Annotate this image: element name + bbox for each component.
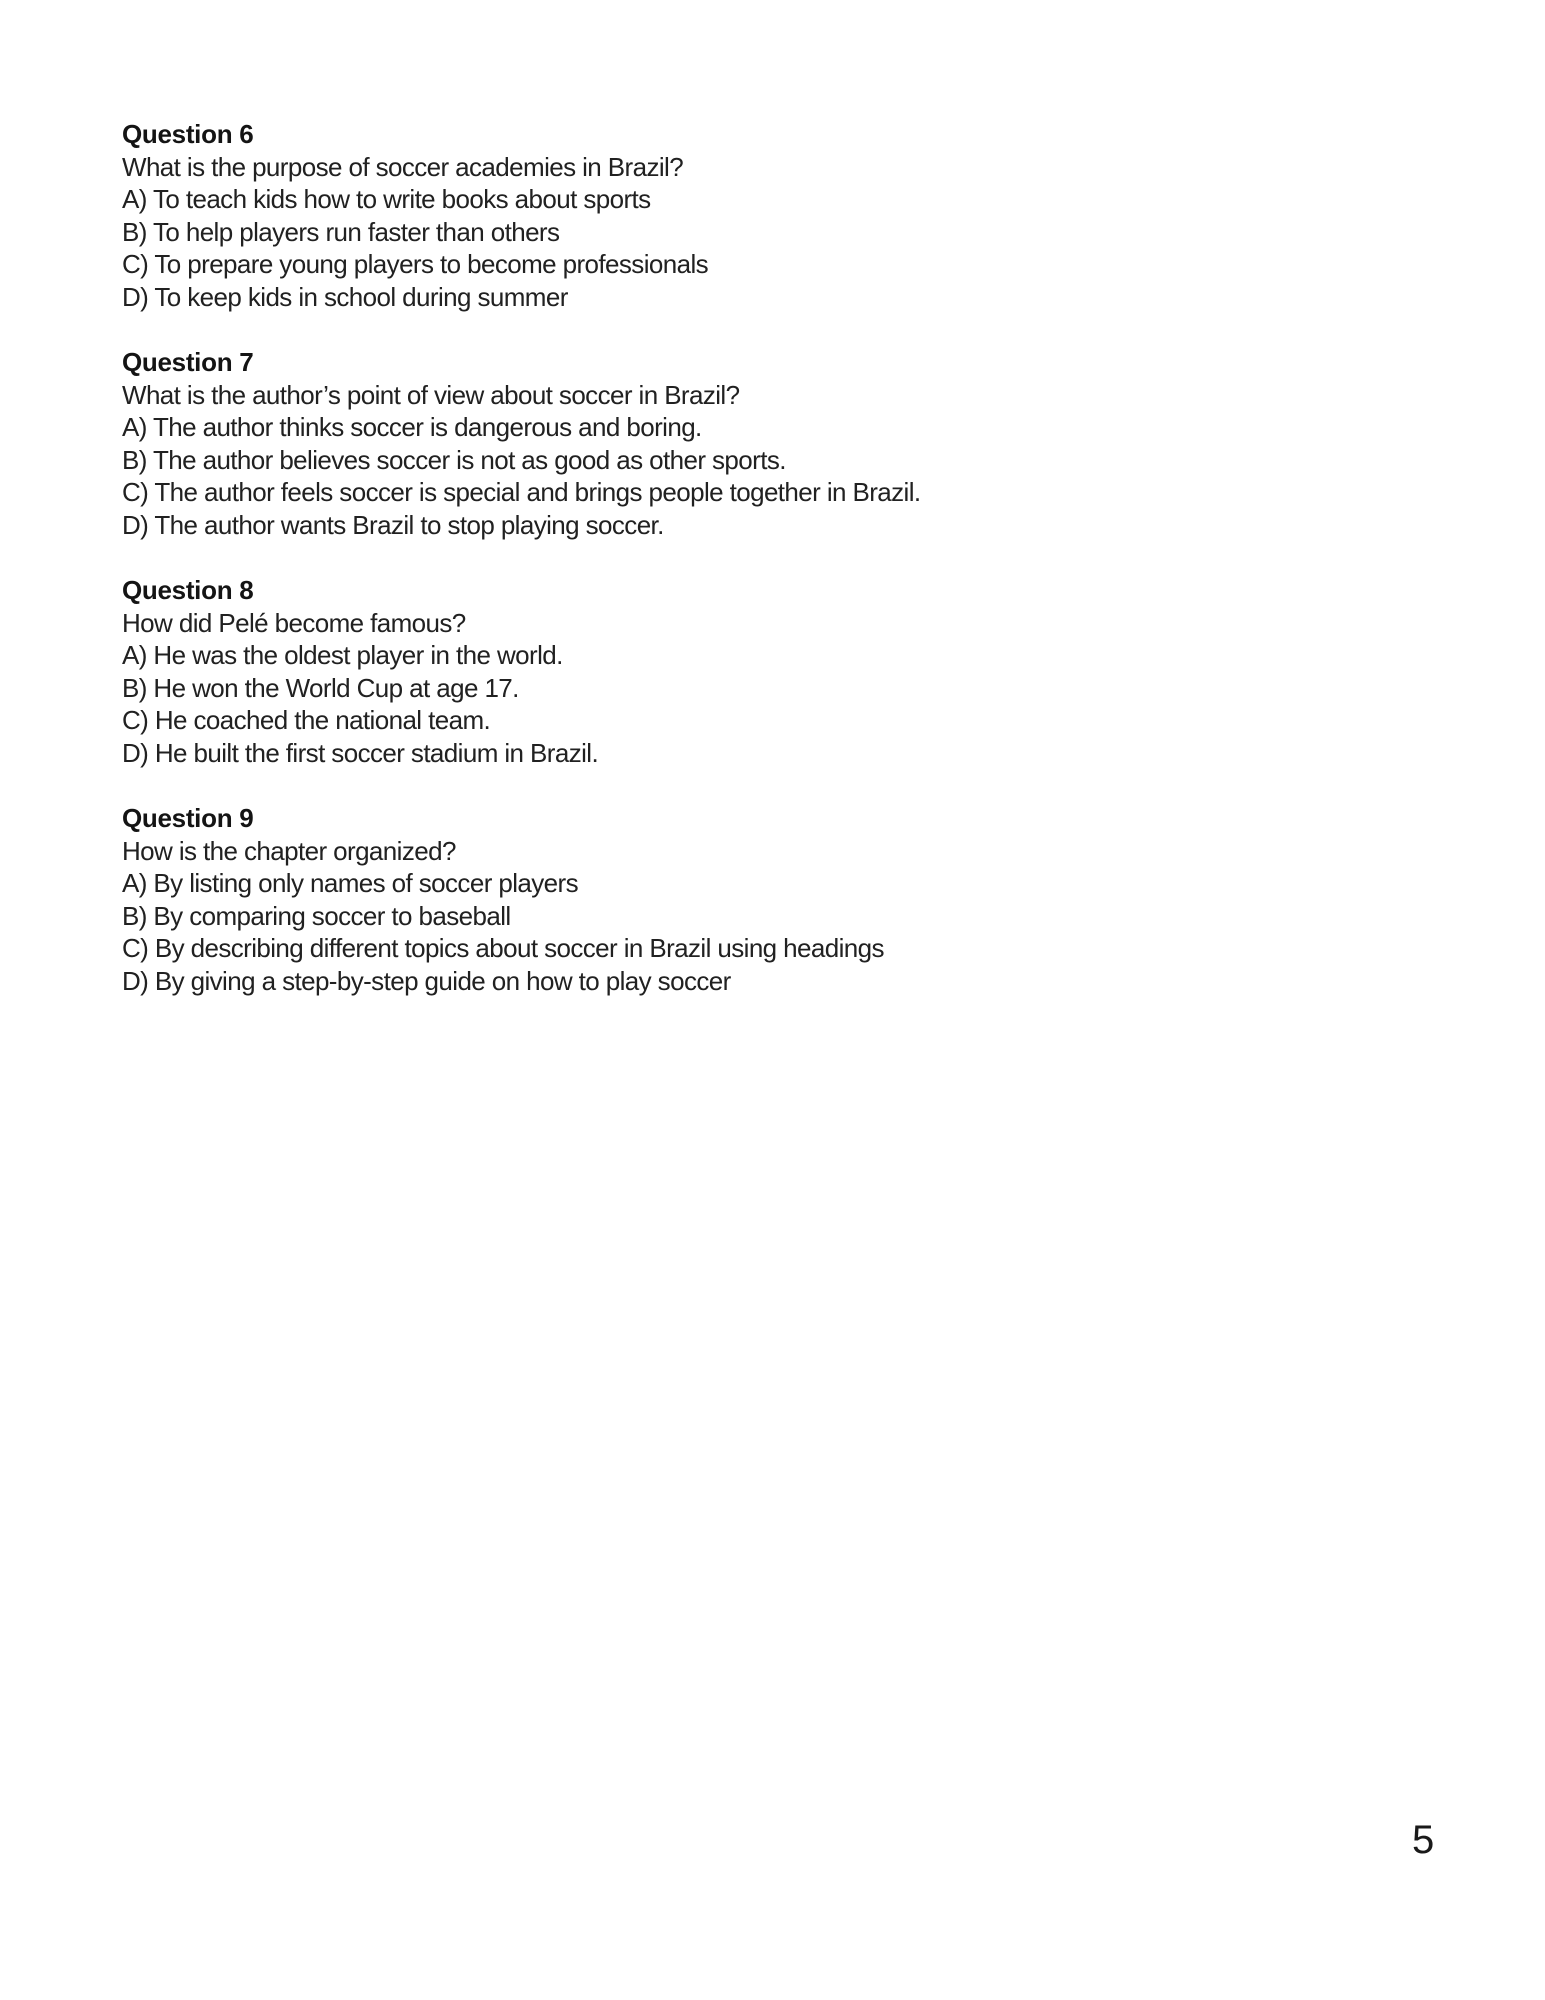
answer-option-a: A) The author thinks soccer is dangerous and boring.: [122, 412, 702, 442]
answer-option-d: D) The author wants Brazil to stop playing soccer.: [122, 509, 664, 540]
question-title: Question 8: [122, 575, 254, 605]
answer-option-b: B) To help players run faster than others: [122, 216, 560, 247]
answer-option-d: D) To keep kids in school during summer: [122, 281, 568, 312]
answer-option-b: B) By comparing soccer to baseball: [122, 900, 511, 931]
question-prompt: How is the chapter organized?: [122, 835, 456, 866]
question-block-8: [122, 574, 1302, 769]
question-title: Question 7: [122, 347, 254, 377]
document-page-content: [122, 118, 1302, 1030]
question-prompt: How did Pelé become famous?: [122, 607, 466, 638]
answer-option-c: C) By describing different topics about soccer in Brazil using headings: [122, 933, 884, 963]
page-number: 5: [1412, 1818, 1434, 1862]
answer-option-d: D) He built the first soccer stadium in Brazil.: [122, 737, 599, 768]
question-title: Question 6: [122, 119, 254, 149]
question-title: Question 9: [122, 803, 254, 833]
answer-option-b: B) He won the World Cup at age 17.: [122, 672, 519, 703]
question-prompt: What is the author’s point of view about soccer in Brazil?: [122, 379, 740, 410]
answer-option-b: B) The author believes soccer is not as good as other sports.: [122, 444, 786, 475]
answer-option-d: D) By giving a step-by-step guide on how to play soccer: [122, 965, 731, 996]
answer-option-a: A) He was the oldest player in the world.: [122, 640, 563, 670]
answer-option-a: A) By listing only names of soccer players: [122, 868, 578, 898]
answer-option-c: C) He coached the national team.: [122, 705, 491, 735]
question-block-9: [122, 802, 1302, 997]
answer-option-c: C) The author feels soccer is special and brings people together in Brazil.: [122, 477, 921, 507]
question-prompt: What is the purpose of soccer academies in Brazil?: [122, 151, 684, 182]
answer-option-a: A) To teach kids how to write books about sports: [122, 184, 651, 214]
question-block-7: [122, 346, 1302, 541]
answer-option-c: C) To prepare young players to become professionals: [122, 249, 709, 279]
question-block-6: [122, 118, 1302, 313]
